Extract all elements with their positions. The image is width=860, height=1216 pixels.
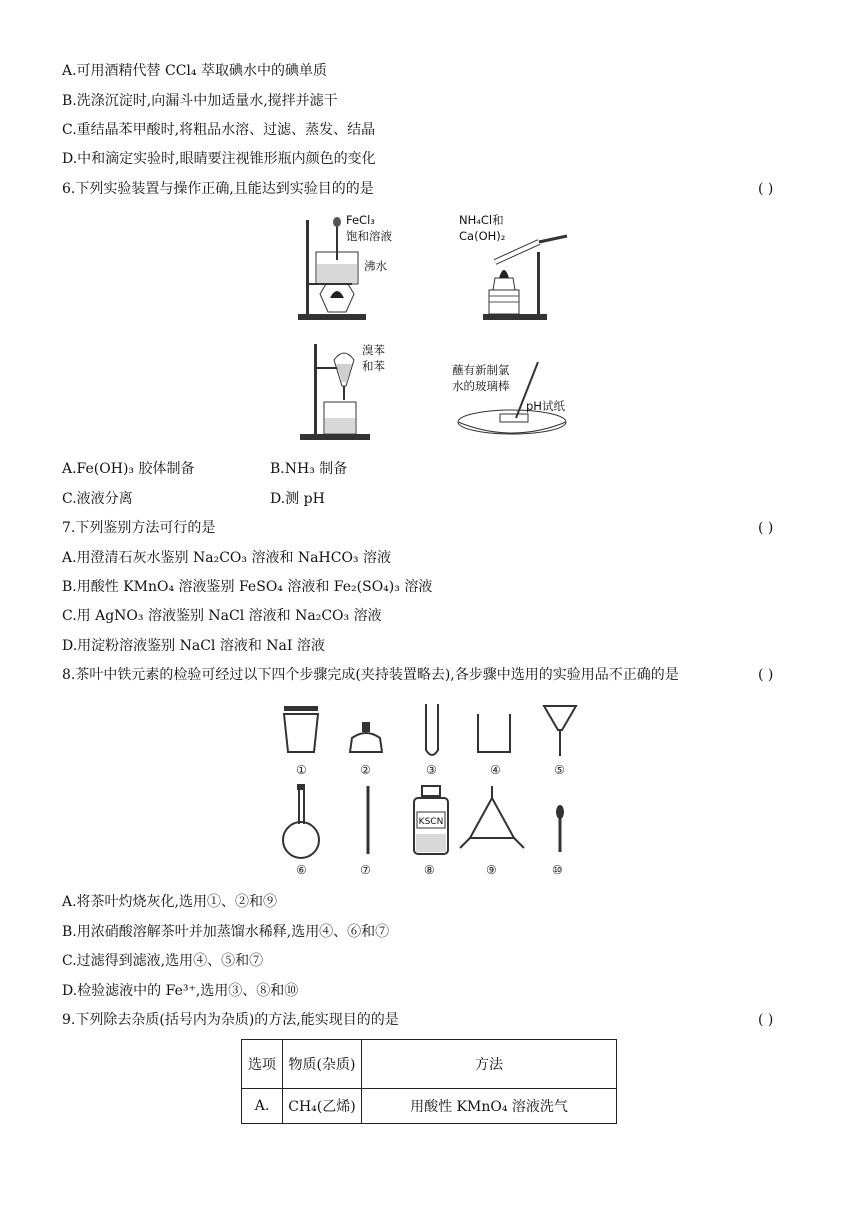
item-number-8: ⑧ xyxy=(424,863,435,877)
q9-stem: 9.下列除去杂质(括号内为杂质)的方法,能实现目的的是 xyxy=(62,1012,399,1028)
dropper-icon xyxy=(556,805,564,852)
beaker-icon xyxy=(478,714,510,752)
q5-option-b: B.洗涤沉淀时,向漏斗中加适量水,搅拌并滤干 xyxy=(62,93,338,109)
clay-triangle-icon xyxy=(460,786,524,848)
table-cell-substance: CH₄(乙烯) xyxy=(283,1089,362,1124)
label-saturated-solution: 饱和溶液 xyxy=(346,229,392,243)
table-row xyxy=(242,1089,617,1124)
label-nh4cl: NH₄Cl和 xyxy=(459,213,504,227)
label-ph-paper: pH试纸 xyxy=(526,399,565,413)
table-cell-option: A. xyxy=(242,1089,283,1124)
q7-option-b: B.用酸性 KMnO₄ 溶液鉴别 FeSO₄ 溶液和 Fe₂(SO₄)₃ 溶液 xyxy=(62,579,433,595)
q5-option-c: C.重结晶苯甲酸时,将粗品水溶、过滤、蒸发、结晶 xyxy=(62,122,376,138)
q6-option-c: C.液液分离 xyxy=(62,491,133,507)
q6-stem: 6.下列实验装置与操作正确,且能达到实验目的的是 xyxy=(62,181,374,197)
q7-stem: 7.下列鉴别方法可行的是 xyxy=(62,520,216,536)
label-caoh2: Ca(OH)₂ xyxy=(459,229,506,243)
apparatus-colloid-prep xyxy=(290,212,420,324)
kscn-label: KSCN xyxy=(418,817,444,827)
q9-answer-paren: ( ) xyxy=(758,1012,774,1028)
lab-items-row-1 xyxy=(270,700,610,780)
q7-option-d: D.用淀粉溶液鉴别 NaCl 溶液和 NaI 溶液 xyxy=(62,638,325,654)
apparatus-ph-test xyxy=(452,340,592,444)
item-number-2: ② xyxy=(360,763,371,777)
label-and-benzene: 和苯 xyxy=(362,359,385,373)
table-header-row xyxy=(242,1040,617,1089)
apparatus-nh3-prep xyxy=(455,212,585,324)
apparatus-separatory-funnel xyxy=(298,340,418,444)
q8-option-d: D.检验滤液中的 Fe³⁺,选用③、⑧和⑩ xyxy=(62,983,299,999)
q7-option-a: A.用澄清石灰水鉴别 Na₂CO₃ 溶液和 NaHCO₃ 溶液 xyxy=(62,550,391,566)
item-number-9: ⑨ xyxy=(486,863,497,877)
item-number-1: ① xyxy=(296,763,307,777)
q8-stem: 8.茶叶中铁元素的检验可经过以下四个步骤完成(夹持装置略去),各步骤中选用的实验用品不正确的是 xyxy=(62,667,679,683)
table-cell-method: 用酸性 KMnO₄ 溶液洗气 xyxy=(362,1089,617,1124)
item-number-4: ④ xyxy=(490,763,501,777)
q5-option-a: A.可用酒精代替 CCl₄ 萃取碘水中的碘单质 xyxy=(62,63,327,79)
table-header-option: 选项 xyxy=(242,1040,283,1089)
item-number-10: ⑩ xyxy=(552,863,563,877)
q8-option-a: A.将茶叶灼烧灰化,选用①、②和⑨ xyxy=(62,894,278,910)
label-boiling-water: 沸水 xyxy=(364,259,387,273)
item-number-7: ⑦ xyxy=(360,863,371,877)
lab-items-row-2 xyxy=(270,782,610,878)
item-number-6: ⑥ xyxy=(296,863,307,877)
label-bromobenzene: 溴苯 xyxy=(362,343,385,357)
funnel-icon xyxy=(544,706,576,756)
q7-option-c: C.用 AgNO₃ 溶液鉴别 NaCl 溶液和 Na₂CO₃ 溶液 xyxy=(62,608,382,624)
q6-option-b: B.NH₃ 制备 xyxy=(270,461,348,477)
q6-option-a: A.Fe(OH)₃ 胶体制备 xyxy=(62,461,195,477)
label-fecl3: FeCl₃ xyxy=(346,213,375,227)
table-header-method: 方法 xyxy=(362,1040,617,1089)
item-number-3: ③ xyxy=(426,763,437,777)
q7-answer-paren: ( ) xyxy=(758,520,774,536)
test-tube-icon xyxy=(426,704,438,755)
volumetric-flask-icon xyxy=(283,784,319,858)
table-header-substance: 物质(杂质) xyxy=(283,1040,362,1089)
impurity-removal-table xyxy=(241,1039,617,1124)
q8-option-b: B.用浓硝酸溶解茶叶并加蒸馏水稀释,选用④、⑥和⑦ xyxy=(62,924,390,940)
label-chlorine-water-rod-1: 蘸有新制氯 xyxy=(452,363,510,377)
q8-option-c: C.过滤得到滤液,选用④、⑤和⑦ xyxy=(62,953,264,969)
q5-option-d: D.中和滴定实验时,眼睛要注视锥形瓶内颜色的变化 xyxy=(62,151,376,167)
q6-answer-paren: ( ) xyxy=(758,181,774,197)
q6-option-d: D.测 pH xyxy=(270,491,325,507)
label-chlorine-water-rod-2: 水的玻璃棒 xyxy=(452,379,510,393)
alcohol-lamp-icon xyxy=(350,722,382,752)
item-number-5: ⑤ xyxy=(554,763,565,777)
kscn-bottle-icon xyxy=(414,786,448,854)
crucible-icon xyxy=(284,706,318,752)
q8-answer-paren: ( ) xyxy=(758,667,774,683)
